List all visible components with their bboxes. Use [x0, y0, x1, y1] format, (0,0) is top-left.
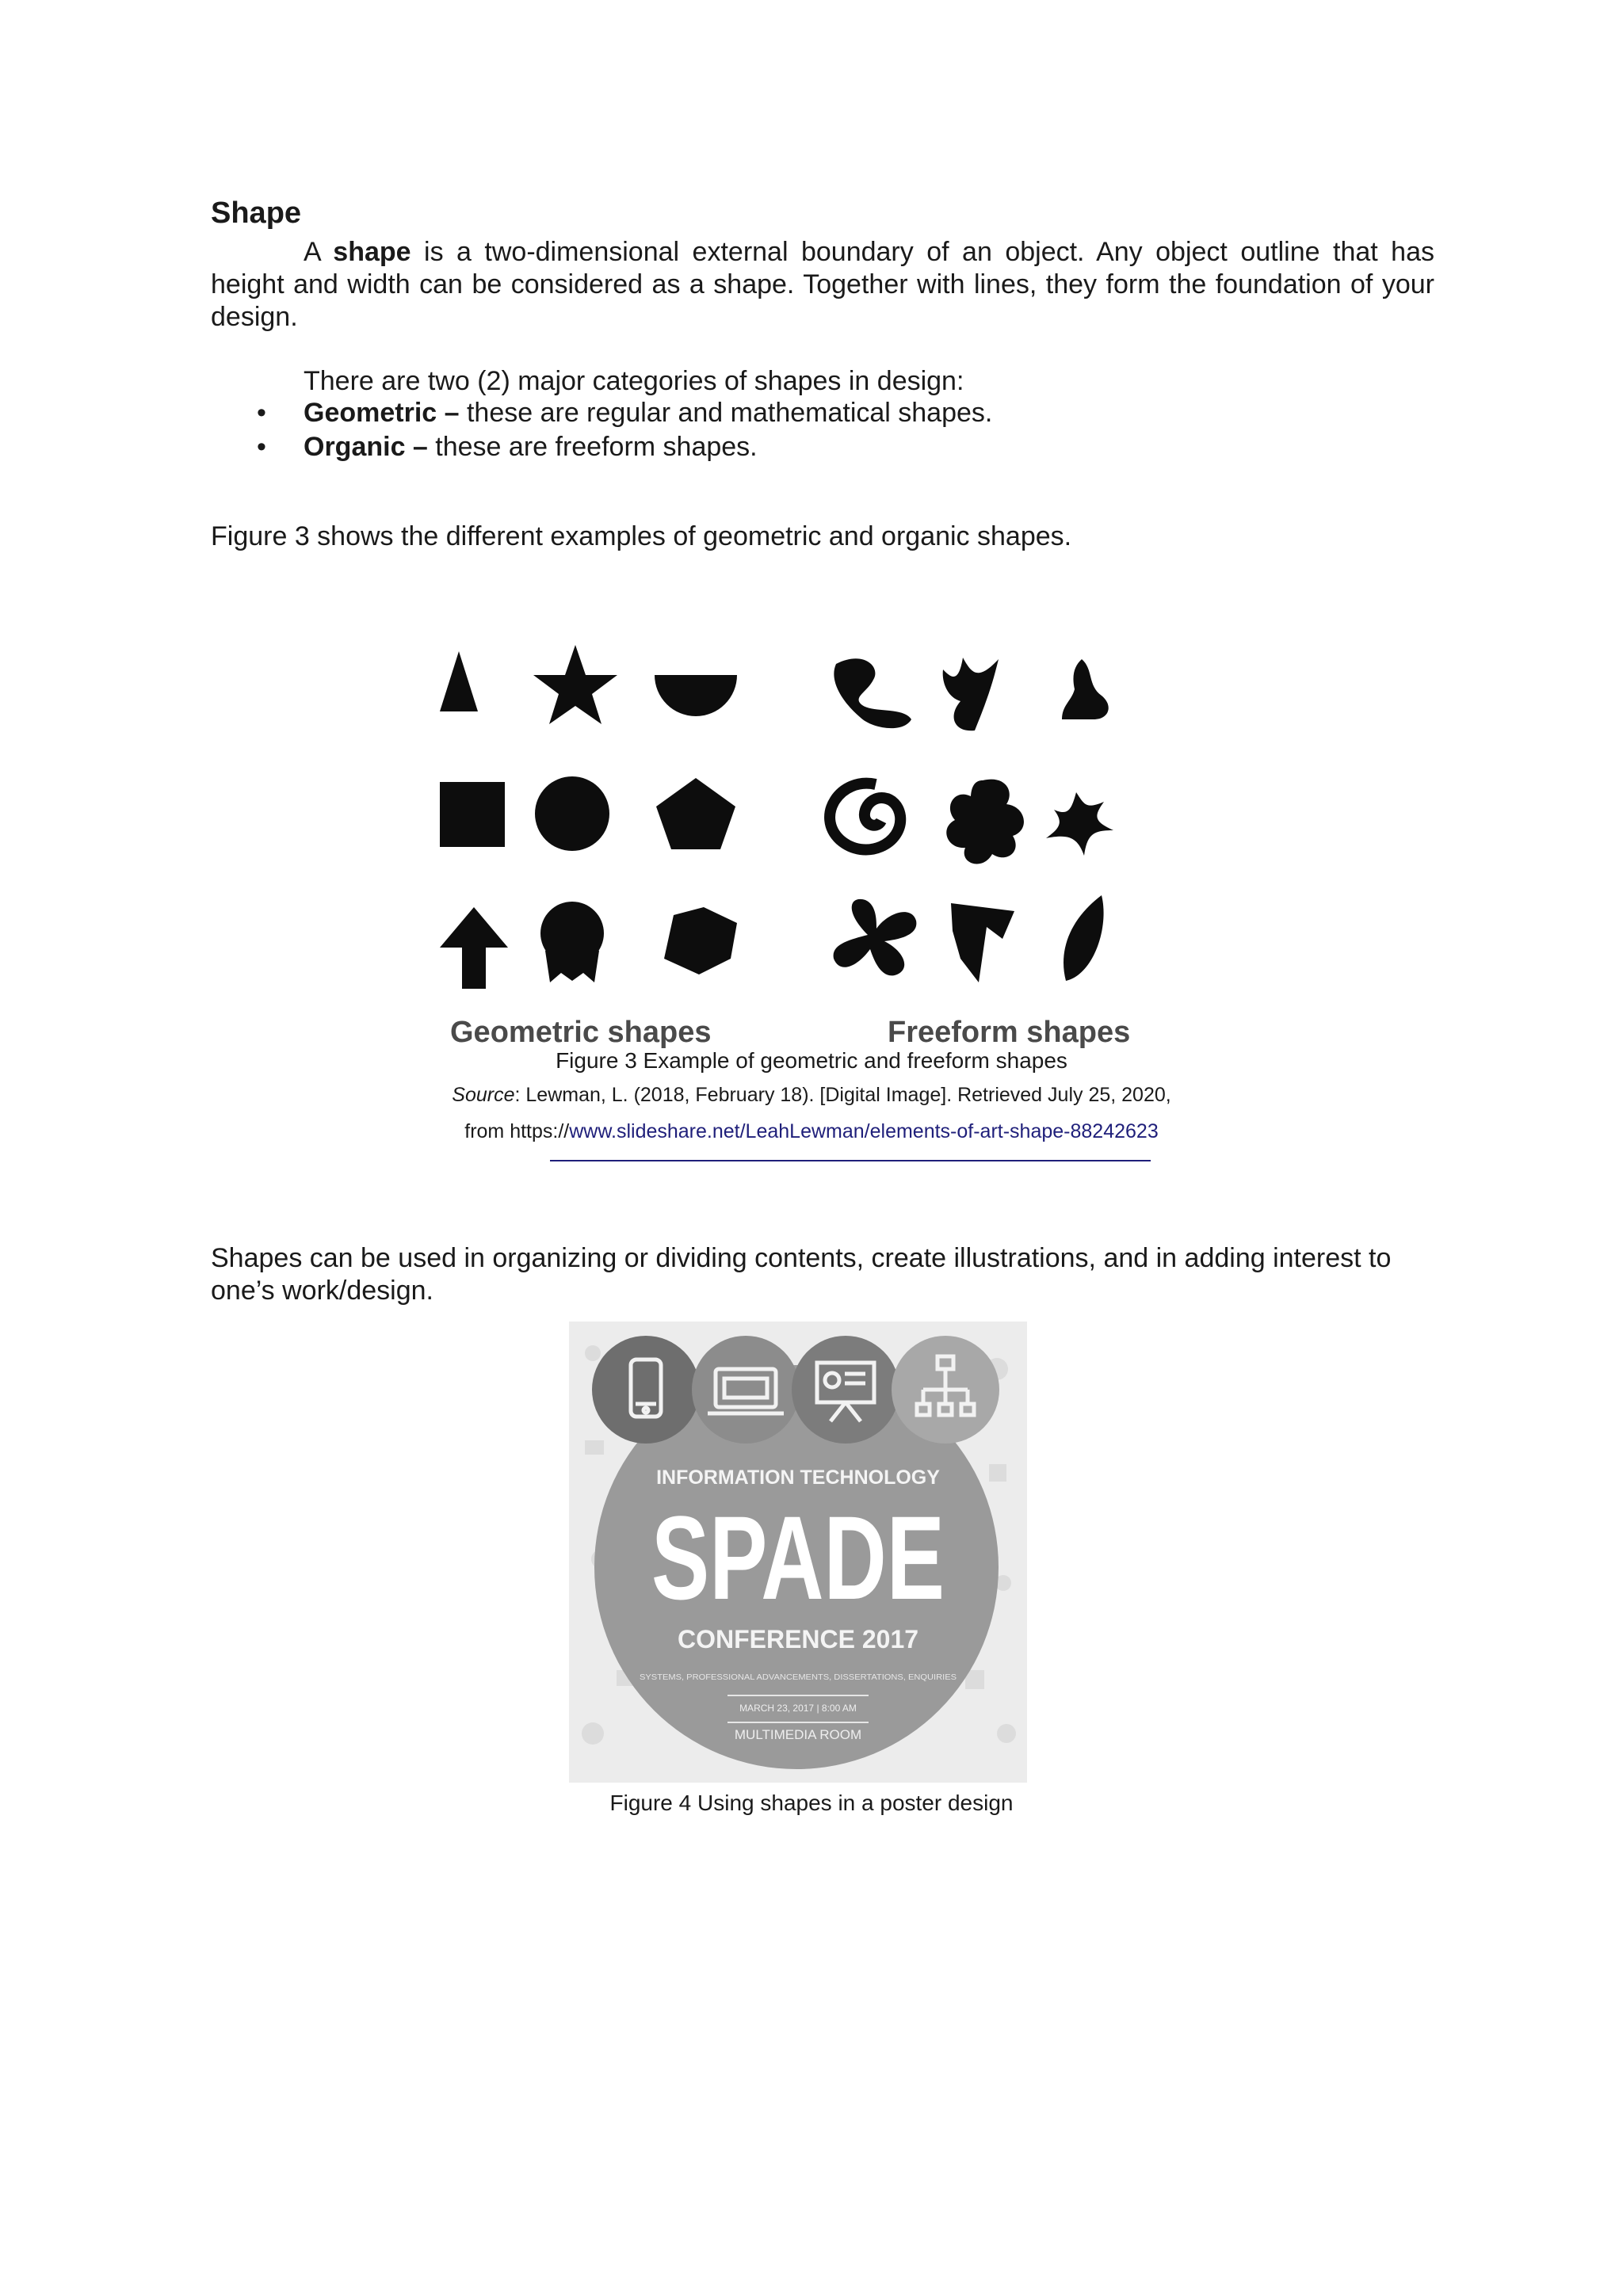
figure-reference: Figure 3 shows the different examples of geometric and organic shapes. — [211, 521, 1072, 551]
source-from: from https:// — [464, 1120, 570, 1142]
arrow-up-shape — [440, 907, 508, 989]
list-item — [211, 396, 992, 430]
square-shape — [440, 782, 505, 847]
figure4-caption: Figure 4 Using shapes in a poster design — [609, 1791, 1014, 1815]
star-shape — [533, 645, 617, 724]
shapes-figure-image — [396, 626, 1205, 1054]
presentation-icon-circle — [792, 1336, 899, 1444]
poster-date: MARCH 23, 2017 | 8:00 AM — [739, 1703, 857, 1714]
circle-shape — [535, 776, 609, 851]
laptop-icon-circle — [692, 1336, 800, 1444]
bullet-term: Geometric – — [304, 398, 460, 428]
phone-icon-circle — [592, 1336, 700, 1444]
source-link[interactable]: www.slideshare.net/LeahLewman/elements-of-art-shape-88242623 — [569, 1120, 1159, 1142]
figure3-source — [0, 1084, 1623, 1107]
intro-rest: is a two-dimensional external boundary of an object. Any object outline that has height and width can be considered as a shape. Together with lines, they form the foundation of your design. — [211, 237, 1434, 332]
rounded-polygon-shape — [664, 907, 737, 974]
categories-list — [211, 396, 992, 464]
bullet-icon: • — [257, 398, 266, 428]
triangle-shape — [440, 651, 478, 711]
categories-intro-text: There are two (2) major categories of shapes in design: — [304, 366, 964, 396]
shape-definition-paragraph — [211, 236, 1434, 334]
source-text: : Lewman, L. (2018, February 18). [Digital Image]. Retrieved July 25, 2020, — [514, 1084, 1171, 1106]
badge-ribbon-shape — [545, 951, 599, 982]
figure3-source-url — [0, 1120, 1623, 1143]
poster-kicker: INFORMATION TECHNOLOGY — [656, 1466, 940, 1489]
pentagon-shape — [656, 778, 735, 849]
propeller-shape — [834, 899, 917, 975]
starburst-shape — [1046, 792, 1113, 856]
blob-shape — [834, 658, 911, 728]
splat-shape — [1062, 659, 1109, 719]
leaf-shape — [1064, 895, 1104, 981]
link-underline — [550, 1160, 1151, 1161]
flower-blob-shape — [946, 780, 1024, 864]
intro-prefix: A — [304, 237, 334, 267]
bullet-text: these are regular and mathematical shapes. — [459, 398, 993, 428]
poster-title: SPADE — [651, 1491, 945, 1624]
shapes-usage-paragraph: Shapes can be used in organizing or dividing contents, create illustrations, and in adding interest to one’s work/design. — [211, 1243, 1392, 1306]
figure3-caption: Figure 3 Example of geometric and freeform shapes — [556, 1048, 1067, 1073]
poster-venue: MULTIMEDIA ROOM — [734, 1727, 862, 1742]
categories-intro — [211, 365, 1434, 398]
poster-subtitle: CONFERENCE 2017 — [677, 1625, 919, 1653]
bullet-term: Organic – — [304, 432, 428, 462]
shape-term: shape — [333, 237, 411, 267]
sprout-shape — [943, 658, 999, 730]
poster-tagline: SYSTEMS, PROFESSIONAL ADVANCEMENTS, DISSERTATIONS, ENQUIRIES — [640, 1673, 957, 1682]
half-circle-shape — [655, 675, 737, 716]
twisted-shape — [951, 903, 1014, 982]
spiral-shape — [830, 784, 900, 850]
poster-image — [569, 1322, 1027, 1783]
freeform-shapes-label: Freeform shapes — [888, 1016, 1131, 1049]
bullet-icon: • — [257, 432, 266, 462]
section-heading: Shape — [211, 196, 302, 230]
source-label: Source — [452, 1084, 515, 1106]
geometric-shapes-label: Geometric shapes — [450, 1016, 712, 1049]
bullet-text: these are freeform shapes. — [427, 432, 758, 462]
list-item — [211, 430, 992, 464]
